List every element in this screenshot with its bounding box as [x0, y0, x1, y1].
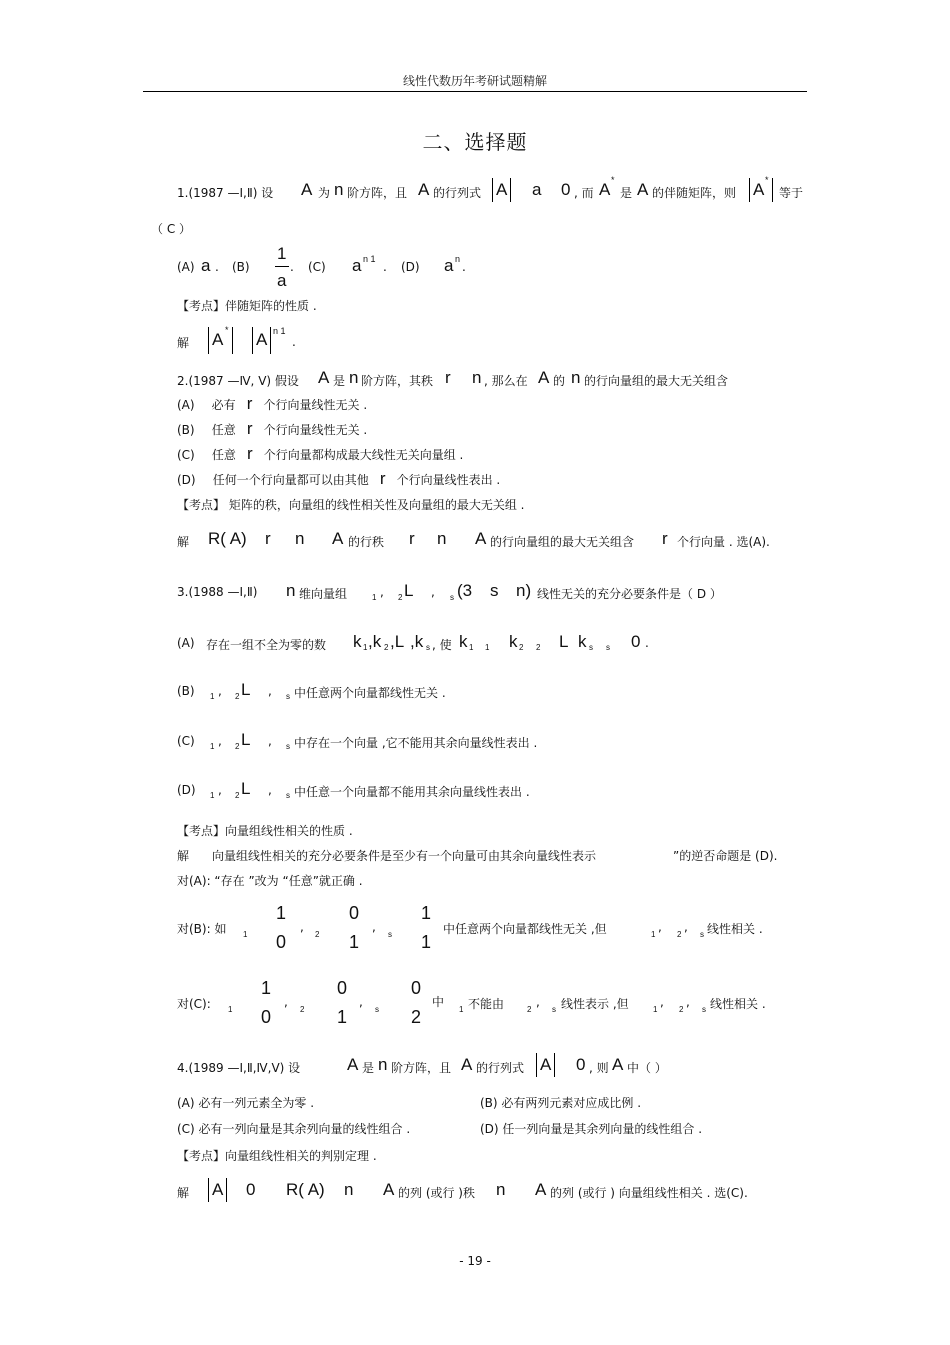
q4-sRA: R( A)	[286, 1180, 325, 1199]
comma: ,	[536, 995, 540, 1009]
q3-k2b: k	[509, 632, 518, 651]
ellipsis-L: L	[241, 680, 251, 699]
q2-option-d	[177, 469, 500, 489]
q3-n: n	[286, 581, 296, 600]
q3-k2b-sub: 2	[519, 643, 524, 652]
option-label: (A)	[177, 398, 195, 412]
q1-A: A	[301, 180, 313, 199]
q3-k1b-sub: 1	[469, 643, 474, 652]
q3-kL: ,L	[390, 632, 405, 651]
comma: ,	[284, 995, 288, 1009]
q3-Lb: L	[559, 632, 569, 651]
q3-ks-sub: s	[426, 643, 430, 652]
det-bar	[252, 327, 253, 354]
alpha-sub: 2	[315, 930, 320, 939]
option-label: (D)	[177, 473, 196, 487]
q4-optB: (B) 必有两列元素对应成比例 .	[480, 1096, 642, 1110]
option-label: (C)	[177, 734, 195, 748]
comma: ,	[380, 585, 384, 599]
alpha-sub: 2	[677, 930, 682, 939]
comma: ,	[372, 920, 376, 934]
option-post: 个行向量线性无关 .	[263, 423, 368, 437]
q3-sub1: 1	[372, 593, 377, 602]
q4-sA2: A	[383, 1180, 395, 1199]
q1-star: *	[611, 175, 615, 185]
q1-dengyu: 等于	[779, 186, 804, 200]
q1-stem: 1.(1987 —Ⅰ,Ⅱ) 设	[177, 186, 274, 200]
vector-entry: 0	[337, 978, 348, 998]
q3-ksb-sub: s	[589, 643, 593, 652]
option-pre: 必有	[211, 398, 236, 412]
q4-sn2: n	[496, 1180, 506, 1199]
det-bar	[208, 1178, 209, 1202]
q3-k1-sub: 1	[363, 643, 368, 652]
q1-shi: 是	[620, 186, 633, 200]
q1-optC-sup: n 1	[363, 254, 376, 264]
q1-adj: 的伴随矩阵，则	[652, 186, 737, 200]
q3-wei: 维向量组	[299, 587, 348, 601]
q3-ksb: k	[578, 632, 587, 651]
q1-dot: .	[462, 260, 466, 274]
det-bar	[772, 178, 773, 202]
q4-shi: 是	[362, 1061, 375, 1075]
option-label: (B)	[177, 423, 195, 437]
det-bar	[226, 1178, 227, 1202]
q1-sol-A2: A	[256, 330, 268, 349]
q1-sol-sup: n 1	[273, 326, 286, 336]
q1-kaodian: 【考点】伴随矩阵的性质 .	[177, 299, 317, 313]
q2-n3: n	[571, 368, 581, 387]
q2-RA: R( A)	[208, 529, 247, 548]
q3-dui-c: 对(C):	[177, 997, 211, 1011]
q2-r: r	[265, 529, 271, 548]
option-r: r	[379, 469, 386, 488]
alpha-sub: 1	[459, 1005, 464, 1014]
det-bar	[492, 178, 493, 202]
q1-optD-val: a	[444, 256, 454, 275]
alpha-sub: 2	[235, 791, 240, 800]
q2-stem: 2.(1987 —Ⅳ, Ⅴ) 假设	[177, 374, 299, 388]
q1-jie: 阶方阵，且	[347, 186, 408, 200]
q2-hangzhi: 的行秩	[348, 535, 385, 549]
q2-r3: r	[662, 529, 668, 548]
vector-entry: 2	[411, 1007, 422, 1027]
det-bar	[749, 178, 750, 202]
q4-s-lie: 的列 (或行 )秩	[398, 1186, 475, 1200]
fraction-bar	[275, 266, 289, 267]
q3-k1b: k	[459, 632, 468, 651]
det-bar	[270, 327, 271, 354]
q4-s0: 0	[246, 1180, 256, 1199]
q3-c-mid2: 线性表示 ,但	[561, 997, 629, 1011]
q3-s: s	[490, 581, 499, 600]
vector-entry: 0	[411, 978, 422, 998]
q1-zero: 0	[561, 180, 571, 199]
option-pre: 任何一个行向量都可以由其他	[212, 473, 369, 487]
q4-stem: 4.(1989 —Ⅰ,Ⅱ,Ⅳ,Ⅴ) 设	[177, 1061, 301, 1075]
q3-option-b	[177, 680, 597, 704]
q4-zhong: 中（ ）	[627, 1061, 667, 1075]
q1-er: , 而	[574, 186, 594, 200]
q4-s-tail: 的列 (或行 ) 向量组线性相关 . 选(C).	[550, 1186, 748, 1200]
q1-frac-num: 1	[277, 244, 287, 263]
q1-optC-val: a	[352, 256, 362, 275]
q3-k1: k	[353, 632, 362, 651]
q3-jie-end: ”的逆否命题是 (D).	[673, 849, 778, 863]
q3-sub2: 2	[398, 593, 403, 602]
q3-dot: .	[645, 636, 649, 650]
q1-optA-val: a	[201, 256, 211, 275]
alpha-sub: s	[700, 930, 704, 939]
q2-then: , 那么在	[484, 374, 528, 388]
q2-r2: r	[409, 529, 415, 548]
q3-kaodian: 【考点】向量组线性相关的性质 .	[177, 824, 353, 838]
q2-r: r	[445, 368, 451, 387]
comma: ,	[658, 920, 662, 934]
q2-A2: A	[475, 529, 487, 548]
alpha-sub: s	[552, 1005, 556, 1014]
vector-entry: 0	[261, 1007, 272, 1027]
page-number: - 19 -	[459, 1254, 491, 1268]
q1-star2: *	[765, 175, 769, 185]
q3-option-d	[177, 779, 597, 803]
q1-jie-label: 解	[177, 336, 190, 350]
q4-jie: 阶方阵，且	[391, 1061, 452, 1075]
q2-A: A	[332, 529, 344, 548]
q3-as-sub: s	[606, 643, 610, 652]
option-label: (B)	[177, 684, 195, 698]
q1-dot: .	[383, 260, 387, 274]
q3-shi: , 使	[432, 638, 452, 652]
header-rule	[143, 91, 807, 92]
q2-shi: 是	[333, 374, 346, 388]
q4-A2: A	[461, 1055, 473, 1074]
q1-n: n	[334, 180, 344, 199]
comma: ,	[300, 920, 304, 934]
comma: ,	[268, 734, 272, 748]
alpha-sub: 1	[653, 1005, 658, 1014]
q1-optD: (D)	[401, 260, 420, 274]
q3-tail: 线性无关的充分必要条件是（ D ）	[537, 587, 722, 601]
q3-c-tail: 线性相关 .	[710, 997, 766, 1011]
q3-n2: n)	[516, 581, 532, 600]
section-title: 二、选择题	[422, 130, 528, 154]
q3-optA-label: (A)	[177, 636, 195, 650]
q2-tail: 的行向量组的最大无关组含	[584, 374, 729, 388]
q1-Astar: A	[599, 180, 611, 199]
option-post: 个行向量线性表出 .	[396, 473, 501, 487]
alpha-sub: 1	[651, 930, 656, 939]
q3-cond: (3	[457, 581, 473, 600]
q4-optD: (D) 任一列向量是其余列向量的线性组合 .	[480, 1122, 703, 1136]
q3-k2-sub: 2	[384, 643, 389, 652]
alpha-sub: 2	[300, 1005, 305, 1014]
vector-entry: 1	[337, 1007, 348, 1027]
alpha-sub: 2	[235, 742, 240, 751]
q1-answer: （ C ）	[151, 222, 192, 236]
q2-jie: 阶方阵，其秩	[361, 374, 434, 388]
q4-A3: A	[612, 1055, 624, 1074]
alpha-sub: 1	[210, 692, 215, 701]
comma: ,	[268, 783, 272, 797]
q3-dui-a: 对(A): “存在 ”改为 “任意”就正确 .	[177, 874, 363, 888]
q4-ze: , 则	[589, 1061, 609, 1075]
option-pre: 任意	[211, 448, 236, 462]
vector-entry: 1	[421, 903, 432, 923]
q1-A2: A	[418, 180, 430, 199]
q1-det-A: A	[496, 180, 508, 199]
q3-k2: ,k	[368, 632, 382, 651]
q1-optB: (B)	[232, 260, 250, 274]
comma: ,	[268, 684, 272, 698]
option-label: (C)	[177, 448, 195, 462]
alpha-sub: 1	[243, 930, 248, 939]
q2-kaodian: 【考点】 矩阵的秩，向量组的线性相关性及向量组的最大无关组 .	[177, 498, 525, 512]
q4-sn: n	[344, 1180, 354, 1199]
vector-entry: 0	[349, 903, 360, 923]
option-pre: 任意	[211, 423, 236, 437]
alpha-sub: 2	[527, 1005, 532, 1014]
q1-optA: (A)	[177, 260, 195, 274]
q2-tail: 的行向量组的最大无关组含	[490, 535, 635, 549]
alpha-sub: s	[375, 1005, 379, 1014]
comma: ,	[218, 783, 222, 797]
option-text: 中存在一个向量 ,它不能用其余向量线性表出 .	[294, 736, 538, 750]
q3-zero: 0	[631, 632, 641, 651]
q3-a1-sub: 1	[485, 643, 490, 652]
q2-n: n	[295, 529, 305, 548]
q4-n: n	[378, 1055, 388, 1074]
option-text: 中任意一个向量都不能用其余向量线性表出 .	[294, 785, 530, 799]
comma: ,	[684, 920, 688, 934]
q3-a2-sub: 2	[536, 643, 541, 652]
option-post: 个行向量线性无关 .	[263, 398, 368, 412]
q3-jie-text: 向量组线性相关的充分必要条件是至少有一个向量可由其余向量线性表示	[212, 849, 597, 863]
q4-zero: 0	[576, 1055, 586, 1074]
q3-option-c	[177, 730, 597, 754]
q1-det-text: 的行列式	[433, 186, 482, 200]
alpha-sub: s	[286, 791, 290, 800]
q2-jie-label: 解	[177, 535, 190, 549]
vector-entry: 1	[276, 903, 287, 923]
q1-Astar2: A	[753, 180, 765, 199]
q3-L: L	[404, 581, 414, 600]
alpha-sub: 2	[679, 1005, 684, 1014]
comma: ,	[431, 585, 435, 599]
q1-dot: .	[215, 260, 219, 274]
q4-optC: (C) 必有一列向量是其余列向量的线性组合 .	[177, 1122, 411, 1136]
q3-c-zhong: 中	[432, 995, 445, 1009]
q4-sA: A	[212, 1180, 224, 1199]
q2-end: 个行向量 . 选(A).	[677, 535, 770, 549]
q2-n: n	[349, 368, 359, 387]
det-bar	[510, 178, 511, 202]
q1-optC: (C)	[308, 260, 326, 274]
q3-b-tail: 中任意两个向量都线性无关 ,但	[443, 922, 607, 936]
q1-a: a	[532, 180, 542, 199]
q3-dui-b: 对(B): 如	[177, 922, 227, 936]
q1-optD-sup: n	[455, 254, 461, 264]
q4-det-text: 的行列式	[476, 1061, 525, 1075]
q4-dA: A	[540, 1055, 552, 1074]
q2-A2: A	[538, 368, 550, 387]
alpha-sub: 1	[228, 1005, 233, 1014]
q4-kaodian: 【考点】向量组线性相关的判别定理 .	[177, 1149, 377, 1163]
comma: ,	[218, 684, 222, 698]
q2-de: 的	[553, 374, 566, 388]
option-r: r	[246, 394, 253, 413]
q2-option-c	[177, 444, 463, 464]
q1-sol-A: A	[212, 330, 224, 349]
q4-jie-label: 解	[177, 1186, 190, 1200]
det-bar	[554, 1053, 555, 1077]
q3-jie-label: 解	[177, 849, 190, 863]
q1-wei: 为	[318, 186, 331, 200]
q2-n2: n	[472, 368, 482, 387]
q1-A3: A	[637, 180, 649, 199]
comma: ,	[686, 995, 690, 1009]
q4-optA: (A) 必有一列元素全为零 .	[177, 1096, 315, 1110]
alpha-sub: s	[286, 692, 290, 701]
q3-subs: s	[450, 593, 454, 602]
option-post: 个行向量都构成最大线性无关向量组 .	[263, 448, 464, 462]
q4-sA3: A	[535, 1180, 547, 1199]
comma: ,	[359, 995, 363, 1009]
q3-b-tail2: 线性相关 .	[707, 922, 763, 936]
ellipsis-L: L	[241, 730, 251, 749]
q3-optA-text: 存在一组不全为零的数	[206, 638, 327, 652]
ellipsis-L: L	[241, 779, 251, 798]
det-bar	[232, 327, 233, 354]
option-text: 中任意两个向量都线性无关 .	[294, 686, 446, 700]
q4-A: A	[347, 1055, 359, 1074]
alpha-sub: s	[388, 930, 392, 939]
q1-frac-den: a	[277, 271, 287, 290]
alpha-sub: 1	[210, 742, 215, 751]
vector-entry: 1	[261, 978, 272, 998]
vector-entry: 0	[276, 932, 287, 952]
q3-ks: ,k	[410, 632, 424, 651]
q3-stem: 3.(1988 —Ⅰ,Ⅱ)	[177, 585, 258, 599]
q2-n2: n	[437, 529, 447, 548]
option-r: r	[246, 444, 253, 463]
vector-entry: 1	[421, 932, 432, 952]
alpha-sub: s	[702, 1005, 706, 1014]
comma: ,	[218, 734, 222, 748]
alpha-sub: 1	[210, 791, 215, 800]
q1-dot: .	[290, 260, 294, 274]
q2-option-b	[177, 419, 367, 439]
vector-entry: 1	[349, 932, 360, 952]
running-header: 线性代数历年考研试题精解	[402, 74, 547, 88]
q1-sol-star: *	[225, 325, 229, 335]
det-bar	[536, 1053, 537, 1077]
alpha-sub: s	[286, 742, 290, 751]
alpha-sub: 2	[235, 692, 240, 701]
option-r: r	[246, 419, 253, 438]
comma: ,	[660, 995, 664, 1009]
q2-A: A	[318, 368, 330, 387]
option-label: (D)	[177, 783, 196, 797]
q2-option-a	[177, 394, 367, 414]
det-bar	[208, 327, 209, 354]
q1-sol-dot: .	[292, 335, 296, 349]
q3-c-mid: 不能由	[468, 997, 505, 1011]
